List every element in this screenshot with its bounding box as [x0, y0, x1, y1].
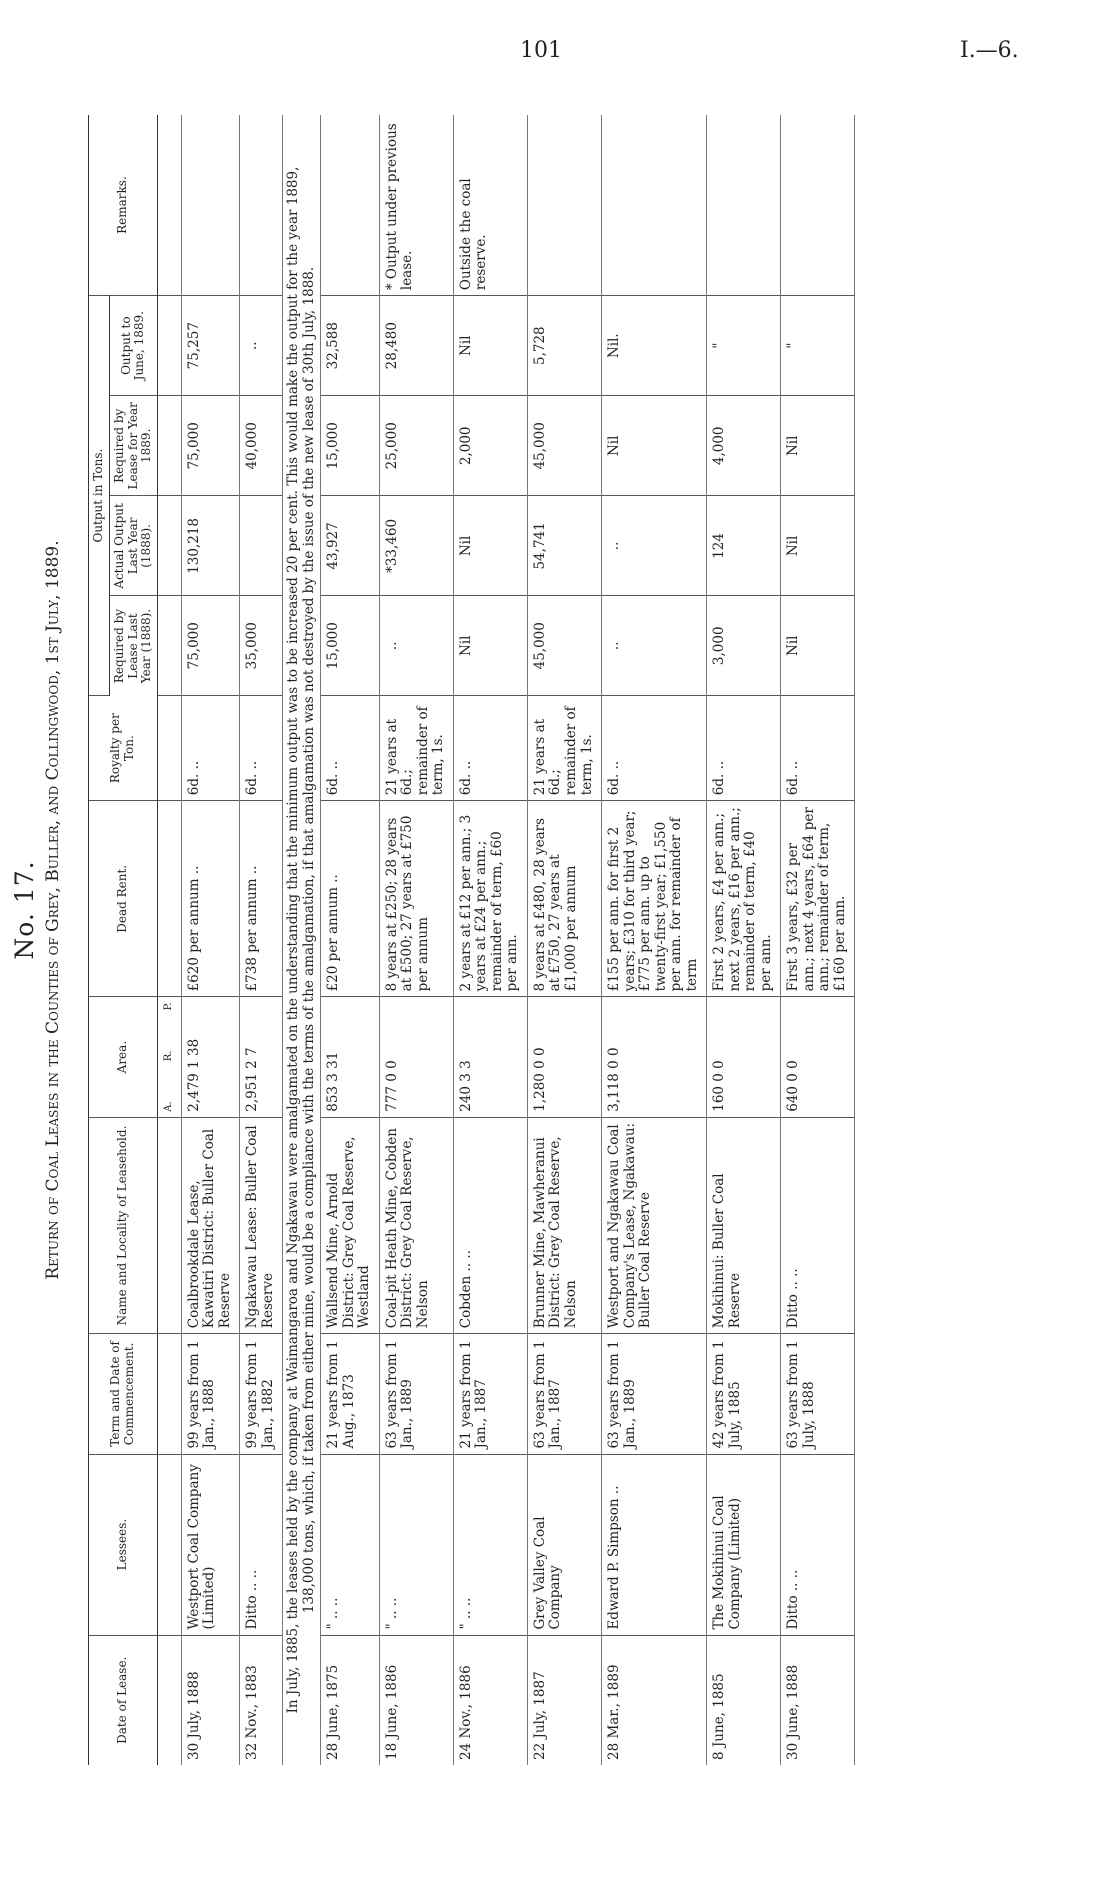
cell-royalty: 6d. .. — [707, 696, 781, 801]
cell-name: Ditto .. .. — [781, 1117, 855, 1333]
cell-actual-1888: Nil — [781, 496, 855, 596]
header-req-1888: Required by Lease Last Year (1888). — [109, 596, 157, 696]
cell-req-1888: .. — [602, 596, 707, 696]
cell-output-1889: Nil — [453, 296, 527, 396]
cell-req-1889: 25,000 — [379, 396, 453, 496]
cell-actual-1888: 130,218 — [181, 496, 240, 596]
header-name: Name and Locality of Leasehold. — [89, 1117, 158, 1333]
cell-remarks — [527, 115, 601, 296]
cell-actual-1888: *33,460 — [379, 496, 453, 596]
cell-name: Mokihinui: Buller Coal Reserve — [707, 1117, 781, 1333]
cell-lessee: The Mokihinui Coal Company (Limited) — [707, 1454, 781, 1635]
cell-lessee: Grey Valley Coal Company — [527, 1454, 601, 1635]
cell-royalty: 6d. .. — [602, 696, 707, 801]
cell-term: 63 years from 1 Jan., 1889 — [602, 1334, 707, 1454]
cell-req-1889: 40,000 — [240, 396, 283, 496]
header-term: Term and Date of Commencement. — [89, 1334, 158, 1454]
cell-req-1888: .. — [379, 596, 453, 696]
cell-req-1888: 75,000 — [181, 596, 240, 696]
document-heading — [10, 75, 88, 1745]
cell-req-1889: 4,000 — [707, 396, 781, 496]
cell-area: 853 3 31 — [321, 997, 380, 1117]
table-row — [602, 115, 707, 1765]
cell-date: 8 June, 1885 — [707, 1635, 781, 1765]
table-row — [527, 115, 601, 1765]
header-remarks: Remarks. — [89, 115, 158, 296]
area-unit-perches: P. — [163, 1002, 175, 1011]
cell-remarks — [181, 115, 240, 296]
cell-req-1888: 35,000 — [240, 596, 283, 696]
cell-date: 28 Mar., 1889 — [602, 1635, 707, 1765]
cell-term: 63 years from 1 Jan., 1887 — [527, 1334, 601, 1454]
cell-area: 2,951 2 7 — [240, 997, 283, 1117]
cell-lessee: Edward P. Simpson .. — [602, 1454, 707, 1635]
area-unit-roods: R. — [163, 1050, 175, 1062]
table-row — [321, 115, 380, 1765]
cell-area: 1,280 0 0 — [527, 997, 601, 1117]
cell-name: Brunner Mine, Mawheranui District: Grey Coal Reserve, Nelson — [527, 1117, 601, 1333]
amalgamation-note: In July, 1885, the leases held by the company at Waimangaroa and Ngakawau were amalgamated on the understanding that the minimum output was to be increased 20 per cent. This would make the output for the year 1889, 138,000 tons, which, if taken from either mine, would be a compliance with the terms of the amalgamation, if that amalgamation was not destroyed by the issue of the new lease of 30th July, 1888. — [283, 115, 321, 1765]
cell-royalty: 6d. .. — [240, 696, 283, 801]
cell-term: 42 years from 1 July, 1885 — [707, 1334, 781, 1454]
cell-area: 240 3 3 — [453, 997, 527, 1117]
cell-req-1888: 15,000 — [321, 596, 380, 696]
header-royalty: Royalty per Ton. — [89, 696, 158, 801]
document-title: Return of Coal Leases in the Counties of Grey, Buller, and Collingwood, 1st July, 1889. — [43, 540, 63, 1280]
cell-rent: £620 per annum .. — [181, 801, 240, 997]
cell-area: 160 0 0 — [707, 997, 781, 1117]
rotated-document — [10, 75, 1080, 1845]
cell-lessee: " .. .. — [379, 1454, 453, 1635]
header-area-label: Area. — [115, 1040, 130, 1074]
note-row — [283, 115, 321, 1765]
header-req-1889: Required by Lease for Year 1889. — [109, 396, 157, 496]
cell-rent: £20 per annum .. — [321, 801, 380, 997]
cell-term: 99 years from 1 Jan., 1888 — [181, 1334, 240, 1454]
cell-output-1889: .. — [240, 296, 283, 396]
table-row — [379, 115, 453, 1765]
header-date: Date of Lease. — [89, 1635, 158, 1765]
cell-req-1889: 45,000 — [527, 396, 601, 496]
table-row — [781, 115, 855, 1765]
table-row — [181, 115, 240, 1765]
cell-rent: 8 years at £480, 28 years at £750, 27 years at £1,000 per annum — [527, 801, 601, 997]
cell-royalty: 6d. .. — [321, 696, 380, 801]
cell-name: Coal-pit Heath Mine, Cobden District: Grey Coal Reserve, Nelson — [379, 1117, 453, 1333]
cell-lessee: Ditto .. .. — [240, 1454, 283, 1635]
cell-term: 21 years from 1 Aug., 1873 — [321, 1334, 380, 1454]
cell-date: 22 July, 1887 — [527, 1635, 601, 1765]
cell-royalty: 21 years at 6d.; remainder of term, 1s. — [527, 696, 601, 801]
table-row — [453, 115, 527, 1765]
cell-area: 3,118 0 0 — [602, 997, 707, 1117]
cell-output-1889: 75,257 — [181, 296, 240, 396]
document-number: No. 17. — [10, 860, 39, 960]
cell-actual-1888: 43,927 — [321, 496, 380, 596]
cell-req-1888: 45,000 — [527, 596, 601, 696]
cell-date: 28 June, 1875 — [321, 1635, 380, 1765]
header-area — [89, 997, 158, 1117]
cell-name: Coalbrookdale Lease, Kawatiri District: Buller Coal Reserve — [181, 1117, 240, 1333]
header-lessees: Lessees. — [89, 1454, 158, 1635]
cell-actual-1888: .. — [602, 496, 707, 596]
cell-rent: £155 per ann. for first 2 years; £310 for third year; £775 per ann. up to twenty-first year; £1,550 per ann. for remainder of term — [602, 801, 707, 997]
cell-area: 2,479 1 38 — [181, 997, 240, 1117]
cell-req-1889: 75,000 — [181, 396, 240, 496]
cell-date: 18 June, 1886 — [379, 1635, 453, 1765]
cell-rent: 8 years at £250; 28 years at £500; 27 years at £750 per annum — [379, 801, 453, 997]
cell-remarks: Outside the coal reserve. — [453, 115, 527, 296]
cell-remarks — [602, 115, 707, 296]
header-output-1889: Output to June, 1889. — [109, 296, 157, 396]
cell-name: Wallsend Mine, Arnold District: Grey Coal Reserve, Westland — [321, 1117, 380, 1333]
coal-leases-table — [88, 115, 855, 1765]
cell-output-1889: 5,728 — [527, 296, 601, 396]
cell-lessee: " .. .. — [321, 1454, 380, 1635]
cell-remarks — [781, 115, 855, 296]
cell-req-1889: Nil — [781, 396, 855, 496]
cell-remarks — [240, 115, 283, 296]
cell-actual-1888: 54,741 — [527, 496, 601, 596]
cell-royalty: 6d. .. — [453, 696, 527, 801]
cell-lessee: " .. .. — [453, 1454, 527, 1635]
header-actual-1888: Actual Output Last Year (1888). — [109, 496, 157, 596]
header-output-group: Output in Tons. — [89, 296, 110, 696]
cell-actual-1888 — [240, 496, 283, 596]
cell-remarks — [321, 115, 380, 296]
cell-output-1889: " — [707, 296, 781, 396]
cell-remarks: * Output under previous lease. — [379, 115, 453, 296]
table-row — [707, 115, 781, 1765]
area-units — [158, 997, 182, 1117]
header-dead-rent: Dead Rent. — [89, 801, 158, 997]
cell-rent: £738 per annum .. — [240, 801, 283, 997]
cell-req-1889: 2,000 — [453, 396, 527, 496]
cell-name: Westport and Ngakawau Coal Company's Lease, Ngakawau: Buller Coal Reserve — [602, 1117, 707, 1333]
cell-area: 640 0 0 — [781, 997, 855, 1117]
cell-name: Ngakawau Lease: Buller Coal Reserve — [240, 1117, 283, 1333]
cell-term: 21 years from 1 Jan., 1887 — [453, 1334, 527, 1454]
table-row — [240, 115, 283, 1765]
cell-lessee: Ditto .. .. — [781, 1454, 855, 1635]
page-reference: I.—6. — [960, 38, 1019, 63]
cell-output-1889: Nil. — [602, 296, 707, 396]
cell-actual-1888: Nil — [453, 496, 527, 596]
cell-term: 63 years from 1 July, 1888 — [781, 1334, 855, 1454]
cell-req-1888: Nil — [781, 596, 855, 696]
cell-date: 24 Nov., 1886 — [453, 1635, 527, 1765]
cell-rent: First 2 years, £4 per ann.; next 2 years, £16 per ann.; remainder of term, £40 per ann. — [707, 801, 781, 997]
cell-term: 63 years from 1 Jan., 1889 — [379, 1334, 453, 1454]
area-unit-acres: A. — [163, 1101, 175, 1112]
cell-req-1888: 3,000 — [707, 596, 781, 696]
cell-output-1889: 28,480 — [379, 296, 453, 396]
cell-royalty: 6d. .. — [181, 696, 240, 801]
cell-royalty: 21 years at 6d.; remainder of term, 1s. — [379, 696, 453, 801]
cell-req-1888: Nil — [453, 596, 527, 696]
cell-req-1889: 15,000 — [321, 396, 380, 496]
cell-name: Cobden .. .. — [453, 1117, 527, 1333]
cell-req-1889: Nil — [602, 396, 707, 496]
page-number: 101 — [520, 38, 562, 63]
cell-remarks — [707, 115, 781, 296]
cell-date: 32 Nov., 1883 — [240, 1635, 283, 1765]
cell-output-1889: " — [781, 296, 855, 396]
cell-rent: First 3 years, £32 per ann.; next 4 years, £64 per ann.; remainder of term, £160 per ann. — [781, 801, 855, 997]
cell-actual-1888: 124 — [707, 496, 781, 596]
cell-term: 99 years from 1 Jan., 1882 — [240, 1334, 283, 1454]
cell-area: 777 0 0 — [379, 997, 453, 1117]
cell-rent: 2 years at £12 per ann.; 3 years at £24 per ann.; remainder of term, £60 per ann. — [453, 801, 527, 997]
cell-date: 30 July, 1888 — [181, 1635, 240, 1765]
cell-lessee: Westport Coal Company (Limited) — [181, 1454, 240, 1635]
cell-output-1889: 32,588 — [321, 296, 380, 396]
cell-royalty: 6d. .. — [781, 696, 855, 801]
cell-date: 30 June, 1888 — [781, 1635, 855, 1765]
